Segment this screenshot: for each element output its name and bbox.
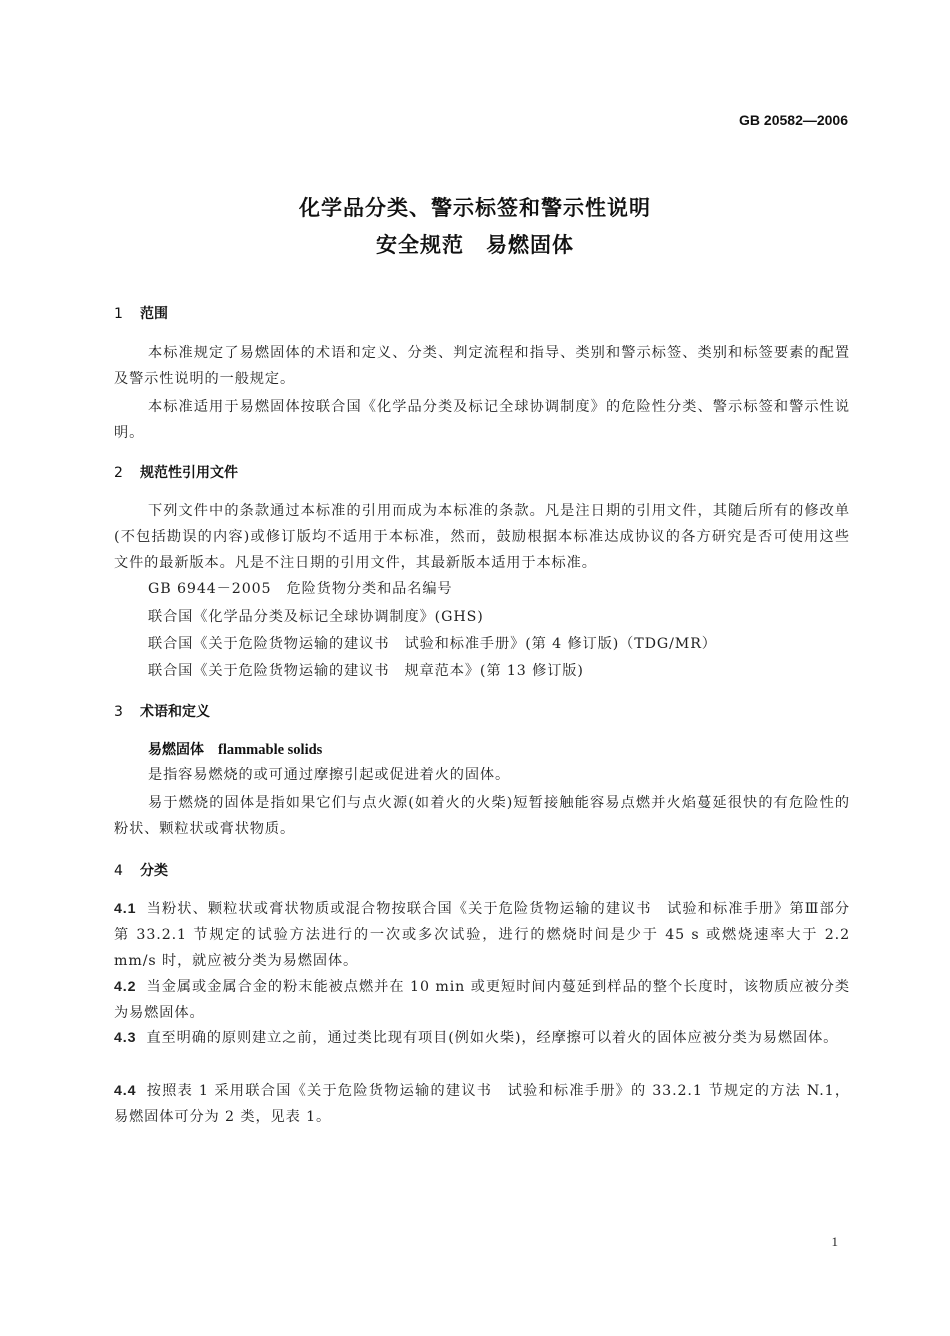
clause-text: 当粉状、颗粒状或膏状物质或混合物按联合国《关于危险货物运输的建议书 试验和标准手册》第Ⅲ部分第 33.2.1 节规定的试验方法进行的一次或多次试验，进行的燃烧时间是少于 45 s 或燃烧速率大于 2.2 mm/s 时，就应被分类为易燃固体。: [114, 901, 850, 969]
clause-4-4: [114, 1078, 850, 1130]
clause-4-1: [114, 896, 850, 974]
section-2-heading: [114, 462, 238, 482]
section-4-heading: [114, 860, 168, 880]
section-2-paragraph-1: 下列文件中的条款通过本标准的引用而成为本标准的条款。凡是注日期的引用文件，其随后所有的修改单(不包括勘误的内容)或修订版均不适用于本标准，然而，鼓励根据本标准达成协议的各方研究是否可使用这些文件的最新版本。凡是不注日期的引用文件，其最新版本适用于本标准。: [114, 503, 850, 571]
page-number: 1: [831, 1234, 838, 1249]
section-title: 规范性引用文件: [140, 465, 238, 481]
term-chinese: 易燃固体: [148, 742, 204, 758]
section-number: 2: [114, 465, 123, 481]
document-code: GB 20582—2006: [739, 112, 848, 128]
section-number: 3: [114, 704, 123, 720]
term-explanation: 易于燃烧的固体是指如果它们与点火源(如着火的火柴)短暂接触能容易点燃并火焰蔓延很快的有危险性的粉状、颗粒状或膏状物质。: [114, 795, 850, 837]
clause-4-2: [114, 974, 850, 1026]
clause-number: 4.1: [114, 901, 137, 917]
term-english: flammable solids: [218, 742, 323, 758]
section-number: 1: [114, 306, 123, 322]
reference-item: 联合国《关于危险货物运输的建议书 试验和标准手册》(第 4 修订版)（TDG/MR）: [148, 636, 717, 652]
clause-number: 4.3: [114, 1030, 137, 1046]
section-1-paragraph-1: 本标准规定了易燃固体的术语和定义、分类、判定流程和指导、类别和警示标签、类别和标签要素的配置及警示性说明的一般规定。: [114, 345, 850, 387]
clause-text: 按照表 1 采用联合国《关于危险货物运输的建议书 试验和标准手册》的 33.2.1 节规定的方法 N.1，易燃固体可分为 2 类，见表 1。: [114, 1083, 850, 1125]
section-1-paragraph-2: 本标准适用于易燃固体按联合国《化学品分类及标记全球协调制度》的危险性分类、警示标签和警示性说明。: [114, 399, 850, 441]
reference-item: 联合国《关于危险货物运输的建议书 规章范本》(第 13 修订版): [148, 663, 584, 679]
section-number: 4: [114, 863, 123, 879]
term-entry: [148, 739, 322, 759]
clause-text: 当金属或金属合金的粉末能被点燃并在 10 min 或更短时间内蔓延到样品的整个长度时，该物质应被分类为易燃固体。: [114, 979, 850, 1021]
clause-text: 直至明确的原则建立之前，通过类比现有项目(例如火柴)，经摩擦可以着火的固体应被分类为易燃固体。: [146, 1030, 839, 1046]
clause-4-3: [114, 1025, 850, 1051]
section-title: 术语和定义: [140, 704, 210, 720]
reference-item: 联合国《化学品分类及标记全球协调制度》(GHS): [148, 609, 484, 625]
title-line-2: 安全规范 易燃固体: [376, 233, 574, 257]
section-title: 范围: [140, 306, 168, 322]
clause-number: 4.2: [114, 979, 137, 995]
term-definition: 是指容易燃烧的或可通过摩擦引起或促进着火的固体。: [148, 767, 511, 783]
section-3-heading: [114, 701, 210, 721]
title-line-1: 化学品分类、警示标签和警示性说明: [299, 196, 651, 220]
reference-item: GB 6944－2005 危险货物分类和品名编号: [148, 581, 453, 597]
section-1-heading: [114, 303, 168, 323]
section-title: 分类: [140, 863, 168, 879]
clause-number: 4.4: [114, 1083, 137, 1099]
